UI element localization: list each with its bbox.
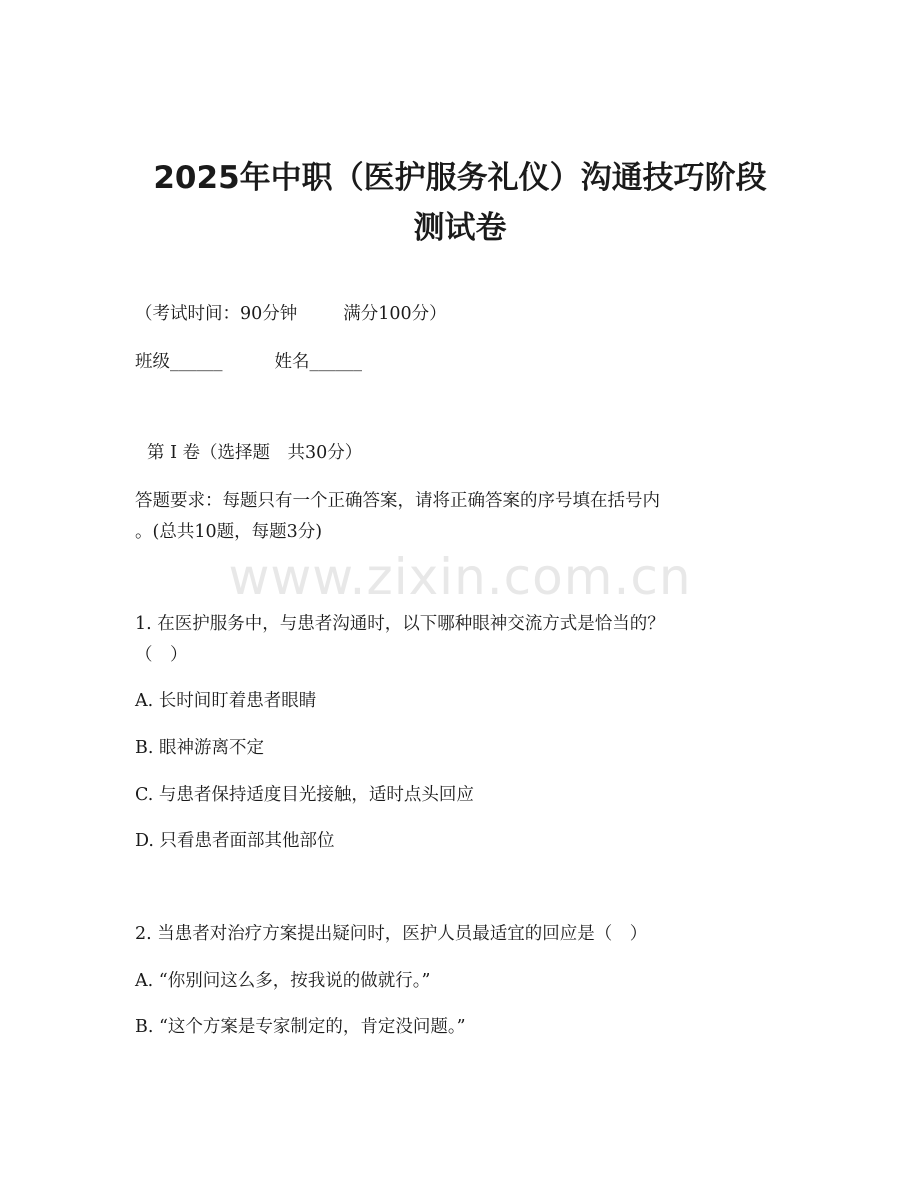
question-1-stem: 1. 在医护服务中，与患者沟通时，以下哪种眼神交流方式是恰当的？ [135, 614, 665, 634]
question-1-option-b: B. 眼神游离不定 [135, 738, 264, 758]
site-watermark: www.zixin.com.cn [228, 548, 692, 606]
question-2-stem: 2. 当患者对治疗方案提出疑问时，医护人员最适宜的回应是（ ） [135, 924, 648, 944]
class-field[interactable]: 班级______ [135, 352, 223, 372]
question-1-option-c: C. 与患者保持适度目光接触，适时点头回应 [135, 785, 474, 805]
question-1-answer-blank: （ ） [135, 645, 188, 665]
question-2-option-b: B. “这个方案是专家制定的，肯定没问题。” [135, 1017, 466, 1037]
student-info [135, 350, 362, 374]
question-2-option-a: A. “你别问这么多，按我说的做就行。” [135, 971, 431, 991]
exam-info [135, 302, 447, 326]
exam-time: （考试时间：90分钟 [135, 304, 298, 324]
section-heading: 第 I 卷（选择题 共30分） [147, 443, 363, 463]
document-title-line-1: 2025年中职（医护服务礼仪）沟通技巧阶段 [153, 160, 767, 196]
section-instructions-line-1: 答题要求：每题只有一个正确答案，请将正确答案的序号填在括号内 [135, 491, 660, 511]
document-title-line-2: 测试卷 [413, 210, 507, 246]
exam-full-score: 满分100分） [343, 304, 447, 324]
question-1-option-d: D. 只看患者面部其他部位 [135, 831, 335, 851]
name-field[interactable]: 姓名______ [274, 352, 362, 372]
section-instructions-line-2: 。(总共10题，每题3分) [135, 522, 323, 542]
question-1-option-a: A. 长时间盯着患者眼睛 [135, 691, 317, 711]
